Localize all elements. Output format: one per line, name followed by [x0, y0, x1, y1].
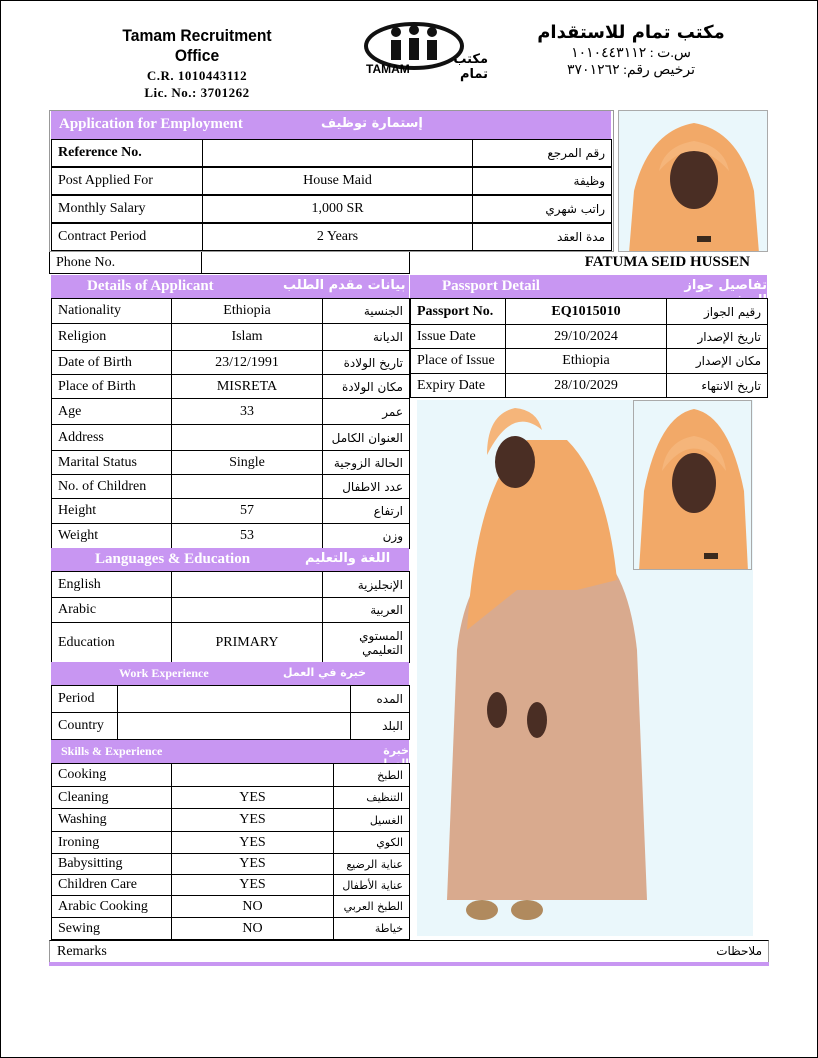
skills-row-label-ar: الغسيل — [333, 808, 410, 832]
applicant-row-value: 57 — [171, 498, 323, 524]
passport-row-value: Ethiopia — [505, 348, 667, 374]
applicant-row-label-ar: الحالة الزوجية — [322, 450, 410, 475]
applicant-row-value: Ethiopia — [171, 298, 323, 324]
applicant-row-label: Age — [51, 398, 172, 425]
applicant-row-label-ar: وزن — [322, 523, 410, 549]
remarks-bottom-band — [49, 962, 769, 966]
application-title-ar: إستمارة توظيف — [321, 116, 423, 131]
work-row-label-ar: المده — [350, 685, 410, 713]
skills-row-value: YES — [171, 853, 334, 875]
skills-row-label: Cooking — [51, 763, 172, 787]
skills-title-ar: خبرة العمل — [377, 744, 409, 770]
passport-row-label-ar: تاريخ الانتهاء — [666, 373, 768, 398]
applicant-row-label-ar: مكان الولادة — [322, 374, 410, 399]
passport-title-ar: تفاصيل جواز السفر — [684, 278, 767, 308]
language-row-value: PRIMARY — [171, 622, 323, 663]
work-row-value — [117, 685, 351, 713]
logo-text-en: TAMAM — [366, 62, 410, 76]
applicant-row-label-ar: الجنسية — [322, 298, 410, 324]
applicant-title-en: Details of Applicant — [87, 278, 214, 294]
application-row-label-ar: رقم المرجع — [472, 139, 612, 167]
applicant-portrait-photo — [618, 110, 768, 252]
work-row-label: Period — [51, 685, 118, 713]
applicant-row-label-ar: العنوان الكامل — [322, 424, 410, 451]
language-row-value — [171, 597, 323, 623]
application-row-label-ar: وظيفة — [472, 167, 612, 195]
applicant-row-value — [171, 474, 323, 499]
passport-row-label-ar: مكان الإصدار — [666, 348, 768, 374]
application-row-label: Monthly Salary — [51, 195, 203, 223]
company-cr-en: C.R. 1010443112 — [146, 68, 248, 83]
language-row-label: English — [51, 571, 172, 598]
applicant-portrait-photo-2 — [633, 400, 752, 570]
applicant-row-value: Islam — [171, 323, 323, 351]
skills-row-label: Children Care — [51, 874, 172, 896]
portrait-photo-2-icon — [634, 401, 752, 570]
applicant-row-label-ar: الديانة — [322, 323, 410, 351]
skills-row-value — [171, 763, 334, 787]
company-header-ar — [516, 22, 746, 79]
passport-row-label: Issue Date — [410, 324, 506, 349]
company-license-en: Lic. No.: 3701262 — [144, 85, 250, 100]
passport-row-value: 28/10/2029 — [505, 373, 667, 398]
phone-value — [201, 252, 410, 274]
applicant-row-label: Nationality — [51, 298, 172, 324]
language-row-label-ar: العربية — [322, 597, 410, 623]
skills-row-label-ar: الطبخ العربي — [333, 895, 410, 918]
language-row-label: Arabic — [51, 597, 172, 623]
skills-row-value: YES — [171, 874, 334, 896]
application-row-value: House Maid — [202, 167, 473, 195]
passport-row-value: EQ1015010 — [505, 298, 667, 325]
languages-title-ar: اللغة والتعليم — [305, 551, 391, 566]
company-header-en — [92, 26, 302, 101]
application-row-label: Reference No. — [51, 139, 203, 167]
applicant-row-label-ar: عدد الاطفال — [322, 474, 410, 499]
applicant-row-label: Date of Birth — [51, 350, 172, 375]
passport-row-label-ar: رقيم الجواز — [666, 298, 768, 325]
phone-label: Phone No. — [49, 252, 202, 274]
skills-row-label: Washing — [51, 808, 172, 832]
language-row-label: Education — [51, 622, 172, 663]
applicant-row-label: No. of Children — [51, 474, 172, 499]
company-name-en: Tamam Recruitment Office — [122, 26, 272, 65]
skills-row-label: Sewing — [51, 917, 172, 940]
passport-row-value: 29/10/2024 — [505, 324, 667, 349]
application-row-label-ar: مدة العقد — [472, 223, 612, 251]
company-name-ar: مكتب تمام للاستقدام — [537, 22, 725, 43]
applicant-row-label: Weight — [51, 523, 172, 549]
language-row-value — [171, 571, 323, 598]
remarks-label: Remarks — [57, 944, 107, 959]
skills-title-band — [51, 740, 409, 770]
application-row-value: 2 Years — [202, 223, 473, 251]
applicant-row-value: MISRETA — [171, 374, 323, 399]
remarks-row — [49, 940, 769, 962]
application-title-en: Application for Employment — [59, 116, 243, 132]
applicant-row-label: Address — [51, 424, 172, 451]
application-row-label: Post Applied For — [51, 167, 203, 195]
passport-row-label-ar: تاريخ الإصدار — [666, 324, 768, 349]
application-title-band — [51, 111, 611, 139]
remarks-label-ar: ملاحظات — [716, 944, 762, 958]
passport-row-label: Place of Issue — [410, 348, 506, 374]
skills-row-label: Cleaning — [51, 786, 172, 809]
applicant-row-value: Single — [171, 450, 323, 475]
language-row-label-ar: الإنجليزية — [322, 571, 410, 598]
applicant-title-band — [51, 275, 409, 298]
applicant-row-label-ar: ارتفاع — [322, 498, 410, 524]
application-row-label-ar: راتب شهري — [472, 195, 612, 223]
work-row-value — [117, 712, 351, 740]
skills-row-label-ar: عناية الرضيع — [333, 853, 410, 875]
logo-text — [366, 62, 426, 76]
applicant-row-label: Height — [51, 498, 172, 524]
languages-title-en: Languages & Education — [95, 551, 251, 567]
applicant-row-label: Religion — [51, 323, 172, 351]
work-title-ar: خبرة في العمل — [283, 666, 367, 679]
skills-row-label-ar: خياطة — [333, 917, 410, 940]
company-cr-ar: س.ت : ١٠١٠٤٤٣١١٢ — [571, 46, 691, 61]
skills-row-label: Ironing — [51, 831, 172, 854]
applicant-title-ar: بيانات مقدم الطلب — [283, 278, 406, 293]
skills-row-label: Arabic Cooking — [51, 895, 172, 918]
skills-row-label-ar: الطبخ — [333, 763, 410, 787]
applicant-row-value: 53 — [171, 523, 323, 549]
skills-row-label: Babysitting — [51, 853, 172, 875]
applicant-row-label: Marital Status — [51, 450, 172, 475]
applicant-name: FATUMA SEID HUSSEN — [584, 254, 750, 270]
skills-row-value: NO — [171, 917, 334, 940]
work-row-label: Country — [51, 712, 118, 740]
passport-row-label: Expiry Date — [410, 373, 506, 398]
work-title-band — [51, 662, 409, 685]
applicant-row-label-ar: عمر — [322, 398, 410, 425]
skills-row-value: YES — [171, 786, 334, 809]
languages-title-band — [51, 548, 409, 571]
passport-title-en: Passport Detail — [442, 278, 540, 294]
skills-row-value: NO — [171, 895, 334, 918]
skills-row-value: YES — [171, 831, 334, 854]
passport-title-band — [410, 275, 767, 308]
applicant-row-label: Place of Birth — [51, 374, 172, 399]
skills-title-en: Skills & Experience — [61, 744, 163, 758]
applicant-row-label-ar: تاريخ الولادة — [322, 350, 410, 375]
application-row-label: Contract Period — [51, 223, 203, 251]
applicant-row-value — [171, 424, 323, 451]
passport-row-label: Passport No. — [410, 298, 506, 325]
skills-row-label-ar: التنظيف — [333, 786, 410, 809]
work-title-en: Work Experience — [119, 666, 209, 680]
skills-row-label-ar: الكوي — [333, 831, 410, 854]
applicant-row-value: 33 — [171, 398, 323, 425]
portrait-photo-icon — [619, 111, 768, 252]
applicant-row-value: 23/12/1991 — [171, 350, 323, 375]
application-row-value — [202, 139, 473, 167]
logo-text-ar: مكتب تمام — [453, 52, 488, 82]
work-row-label-ar: البلد — [350, 712, 410, 740]
company-license-ar: ترخيص رقم: ٣٧٠١٢٦٢ — [567, 63, 695, 78]
skills-row-value: YES — [171, 808, 334, 832]
application-row-value: 1,000 SR — [202, 195, 473, 223]
language-row-label-ar: المستوي التعليمي — [322, 622, 410, 663]
skills-row-label-ar: عناية الأطفال — [333, 874, 410, 896]
